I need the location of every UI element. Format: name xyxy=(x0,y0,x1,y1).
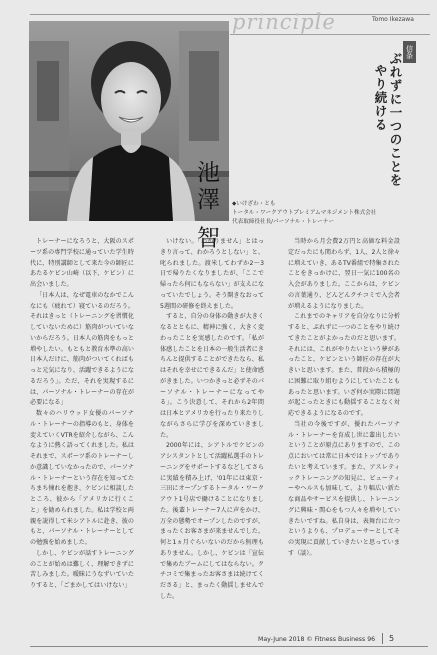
paragraph: 当社の今後ですが、優れたパーソナル・トレーナーを育成し世に輩出したいということが原点にありますので、この点においては常に日本ではトップでありたいと考えています。また、アスレティックトレーニングの知見に、ビューティーやヘルスも加味して、より幅広い新たな商品やサービスを提供し、トレーニングに興味・関心をもつ人々を増やしていきたいですね。私自身は、表舞台に立つというよりも、プロデューサーとしてその実現に貢献していきたいと思っています（談）。 xyxy=(288,420,400,557)
body-column-3 xyxy=(288,237,400,560)
paragraph: すると、自分の身体の動きが大きくなるとともに、精神に強く、大きく変わったことを実感したのです。「私が体感したことを日本の一般生活者にきちんと提供することができたなら、私はそれを幸せにできるんだ」と使命感がきました。いつかきっと必ずそのパーソナル・トレーナーになってやる」。こう決意して、それから2年間は日本とアメリカを行ったり来たりしながらさらに学びを深めていきました。 xyxy=(160,313,264,439)
body-column-1 xyxy=(30,237,134,592)
footer-rule xyxy=(30,646,428,647)
author-name: Tomo Ikezawa xyxy=(372,16,414,23)
paragraph: 「日本人は、なぜ電車のなかでこんなにも（疲れて）寝ているのだろう。それはきっと（トレーニングを習慣化していないために）筋肉がついていないからだろう。日本人の筋肉をもっと増やしたい。もともと教育水準の高い日本人だけに、筋肉がついてくればもっと元気になり、活躍できるようになるだろう」。ただ、それを実現するには、パーソナル・トレーナーの存在が必要になる」 xyxy=(30,291,134,407)
page-number: 5 xyxy=(389,634,395,643)
paragraph: 当時から月会費2万円と高価な料金設定だったにも関わらず、1人、2人と徐々に増えていき、あるTV番組で特集されたことをきっかけに、翌日一気に100名の入会がありました。ここからは、ケビンの言葉通り、どんどんクチコミで入会者が増えるようになりました。 xyxy=(288,238,400,310)
paragraph: 2000年には、シアトルでケビンのアシスタントとして活躍私選手のトレーニングをサポートするなどしてさらに実績を積み上げ、'01年には東京・三田にオープンするトータル・ワークアウト1号店で働けることになりました。後輩トレーナー7人に声をかけ、万全の態勢でオープンしたのですが、まったくお客さまが来ませんでした。何と1ヵ月ぐらいないのだから無理もありません。しかし、ケビンは「宣伝で集めたブームにしてはならない。クチコミで集まったお客さまは続けてくださる」と、まったく動揺しませんでした。 xyxy=(160,442,264,600)
bio-line: 代表取締役社長/パーソナル・トレーナー xyxy=(232,219,335,225)
credo-label: 信条 xyxy=(403,41,416,63)
paragraph: トレーナーになろうと、大阪のスポーツ系の専門学校に通っていた学生時代に、特別講師として来た今の師匠にあたるケビン山崎（以下、ケビン）に出会いました。 xyxy=(30,238,134,288)
header-rule xyxy=(30,14,430,15)
paragraph: いけない。「わかりません」とはっきり言って、わかろうとしない」と、叱られました。渡米してわずか2〜3日で帰りたくなりましたが、「ここで帰ったら何にもならない」が支えになっていたでしょう。そう開きなおって5週間の研修を終えました。 xyxy=(160,238,264,310)
body-column-2 xyxy=(160,237,264,603)
headline-line-2: やり続ける xyxy=(373,64,388,132)
footer-separator xyxy=(382,633,383,644)
headline-line-1: ぶれずに一つのことを xyxy=(388,52,403,187)
section-word: principle xyxy=(232,10,336,34)
bio-line: トータル・ワークアウトプレミアムマネジメント株式会社 xyxy=(232,210,377,216)
bio-line: ◆いけざわ・とも xyxy=(232,201,276,207)
issue-line: May-June 2018 © Fitness Business 96 xyxy=(258,636,376,643)
person-name: 池澤 智 xyxy=(193,160,219,253)
header-rule-lower xyxy=(230,34,430,35)
paragraph: しかし、ケビンが話すトレーニングのことが始めは難しく、理解できずに苦しみました。曖昧にうなずいていたりすると、「ごまかしてはいけない」 xyxy=(30,549,134,589)
paragraph: 数々のハリウッド女優のパーソナル・トレーナーの指導のもと、身体を変えていくVTRを紹介しながら、こんなように熱く語ってくれました。私はそれまで、スポーツ系のトレーナーしか意識していなかったので、パーソナル・トレーナーという存在を知ってたちまち憧れを抱き、ケビンに相談したところ、彼から「アメリカに行くこと」を勧められました。私は学校と両親を説得して米シアトルに赴き、彼のもと、パーソナル・トレーナーとしての勉強を始めました。 xyxy=(30,410,134,546)
paragraph: これまでのキャリアを自分なりに分析すると、ぶれずに一つのことをやり続けてきたことがよかったのだと思います。それには、これがやりたいという夢があったこと、ケビンという師匠の存在が大きいと思います。また、普段から積極的に困難に取り組むようにしていたこともあったと思います。いざ何か実際に問題が起こったときにも動揺することなく対応できるようになるのです。 xyxy=(288,313,400,417)
